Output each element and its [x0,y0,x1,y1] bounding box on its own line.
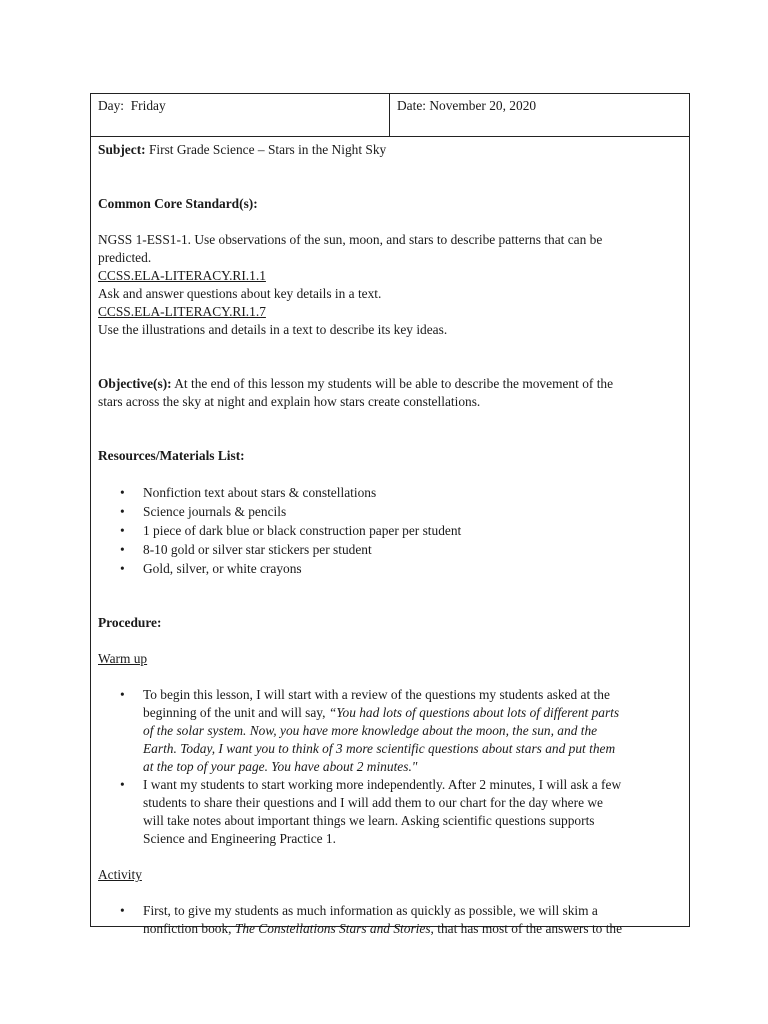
ccss-ri-1-1-text: Ask and answer questions about key details in a text. [98,286,382,301]
list-item: • I want my students to start working more independently. After 2 minutes, I will ask a few students to share their questions and I will add them to our chart for the day where we will take notes about important things we learn. Asking scientific questions supports Science and Engineering Practice 1. [120,777,622,846]
warmup-list [98,686,682,848]
activity-heading: Activity [98,867,142,882]
procedure-heading: Procedure: [98,615,162,630]
resources-list [98,483,682,578]
list-item: • 1 piece of dark blue or black construction paper per student [120,523,462,538]
date-cell [390,94,689,136]
bullet-icon: • [120,542,125,557]
date-label: Date: [397,98,426,113]
date-value: November 20, 2020 [429,98,537,113]
list-item: • Gold, silver, or white crayons [120,561,302,576]
bullet-icon: • [120,687,125,702]
day-label: Day: [98,98,125,113]
bullet-icon: • [120,903,125,918]
list-item: • 8-10 gold or silver star stickers per student [120,542,372,557]
objective-label: Objective(s): [98,376,172,391]
resources-heading: Resources/Materials List: [98,448,245,463]
subject-line [98,141,682,159]
bullet-icon: • [120,561,125,576]
activity-list [98,902,682,938]
ccss-ri-1-7-link[interactable]: CCSS.ELA-LITERACY.RI.1.7 [98,304,266,319]
bullet-icon: • [120,777,125,792]
list-item: • Science journals & pencils [120,504,287,519]
list-item: • Nonfiction text about stars & constellations [120,485,377,500]
ngss-line-1: NGSS 1-ESS1-1. Use observations of the sun, moon, and stars to describe patterns that can be [98,232,603,247]
warmup-heading: Warm up [98,651,148,666]
objective-line-2: stars across the sky at night and explain how stars create constellations. [98,394,481,409]
list-item: • First, to give my students as much information as quickly as possible, we will skim a nonfiction book, The Constellations Stars and Stories, that has most of the answers to the [120,903,623,936]
subject-value: First Grade Science – Stars in the Night Sky [148,142,387,157]
subject-label: Subject: [98,142,146,157]
objective-text-1: At the end of this lesson my students will be able to describe the movement of the [171,376,614,391]
ccss-ri-1-1-link[interactable]: CCSS.ELA-LITERACY.RI.1.1 [98,268,266,283]
day-value: Friday [130,98,166,113]
day-cell [91,94,390,136]
lesson-plan-table [90,93,690,936]
objective-line-1 [98,375,682,393]
lesson-body [91,137,689,938]
bullet-icon: • [120,504,125,519]
list-item: • To begin this lesson, I will start with a review of the questions my students asked at the beginning of the unit and will say, “You had lots of questions about lots of different parts of the solar system. Now, you have more knowledge about the moon, the sun, and the Earth. Today, I want you to think of 3 more scientific questions about stars and put them at the top of your page. You have about 2 minutes." [120,687,620,774]
ngss-line-2: predicted. [98,250,152,265]
book-title: The Constellations Stars and Stories [234,921,431,936]
standards-heading: Common Core Standard(s): [98,196,258,211]
bullet-icon: • [120,523,125,538]
ccss-ri-1-7-text: Use the illustrations and details in a text to describe its key ideas. [98,322,448,337]
header-row [91,94,689,137]
bullet-icon: • [120,485,125,500]
